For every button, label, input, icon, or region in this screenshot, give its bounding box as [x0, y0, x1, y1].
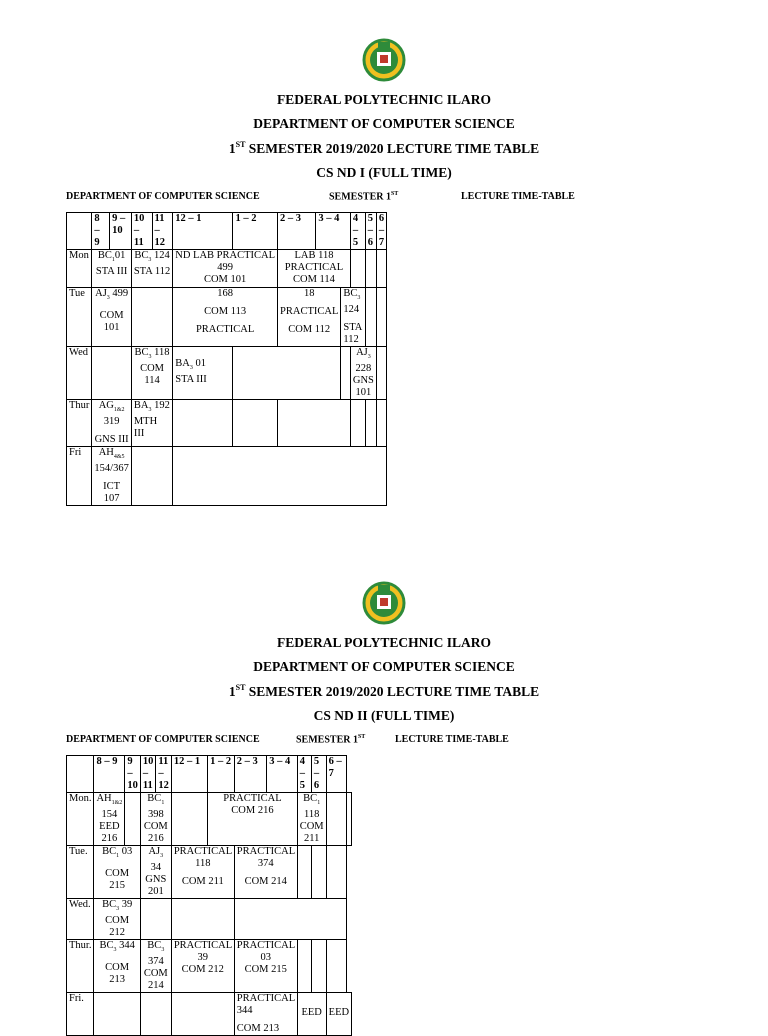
- empty-cell: [131, 288, 172, 347]
- empty-cell: [376, 347, 386, 400]
- time-header: 2 – 3: [234, 756, 266, 793]
- empty-cell: [350, 400, 365, 447]
- slot-cell: $BC_1$ 03 COM 215: [94, 846, 140, 899]
- polytechnic-crest-icon: [362, 581, 406, 625]
- time-header: 8 – 9: [92, 213, 110, 250]
- slot-cell: $AG_{1\&2}$ 319 GNS III: [92, 400, 131, 447]
- time-header: 3 – 4: [267, 756, 297, 793]
- slot-cell: PRACTICAL 39 COM 212: [171, 940, 234, 993]
- time-header: 1 – 2: [208, 756, 235, 793]
- slot-cell: $AJ_3$ 228 GNS 101: [350, 347, 376, 400]
- empty-cell: [171, 899, 234, 940]
- slot-cell: 168 COM 113 PRACTICAL: [173, 288, 278, 347]
- time-header: 12 – 1: [171, 756, 207, 793]
- empty-cell: [365, 400, 376, 447]
- time-header: 10 – 11: [131, 213, 152, 250]
- empty-cell: [94, 993, 140, 1036]
- class-title: CS ND II (FULL TIME): [313, 708, 455, 723]
- empty-cell: [297, 940, 311, 993]
- slot-cell: $BC_1$ 398 COM 216: [140, 793, 171, 846]
- empty-cell: [341, 347, 351, 400]
- empty-cell: [278, 400, 351, 447]
- institution-name: FEDERAL POLYTECHNIC ILARO: [276, 92, 492, 107]
- empty-cell: [92, 347, 131, 400]
- subhead-timetable: LECTURE TIME-TABLE: [461, 191, 575, 202]
- institution-name: FEDERAL POLYTECHNIC ILARO: [276, 635, 492, 650]
- empty-cell: [233, 347, 341, 400]
- slot-cell: $BC_3$ 124 STA 112: [341, 288, 365, 347]
- empty-cell: [125, 793, 141, 846]
- slot-cell: LAB 118 PRACTICAL COM 114: [278, 250, 351, 288]
- empty-cell: [311, 940, 326, 993]
- empty-cell: [297, 846, 311, 899]
- time-header: 4 – 5: [350, 213, 365, 250]
- polytechnic-crest-icon: [362, 38, 406, 82]
- slot-cell: PRACTICAL COM 216: [208, 793, 298, 846]
- empty-cell: [326, 940, 346, 993]
- day-label: Fri: [67, 447, 92, 506]
- subhead-semester: SEMESTER 1ST: [296, 734, 366, 746]
- time-header: 12 – 1: [173, 213, 233, 250]
- slot-cell: PRACTICAL 374 COM 214: [234, 846, 297, 899]
- day-label: Tue: [67, 288, 92, 347]
- time-header: 10 – 11: [140, 756, 156, 793]
- semester-title: 1ST SEMESTER 2019/2020 LECTURE TIME TABLE: [228, 139, 540, 156]
- slot-cell: $BC_3$ 124 STA 112: [131, 250, 172, 288]
- empty-cell: [171, 993, 234, 1036]
- empty-cell: [234, 899, 346, 940]
- time-header: 4 – 5: [297, 756, 311, 793]
- slot-cell: PRACTICAL 344 COM 213: [234, 993, 297, 1036]
- time-header: 2 – 3: [278, 213, 316, 250]
- empty-cell: [173, 447, 387, 506]
- empty-cell: [347, 793, 352, 846]
- slot-cell: EED: [297, 993, 326, 1036]
- slot-cell: $BC_3$ 374 COM 214: [140, 940, 171, 993]
- subhead-timetable: LECTURE TIME-TABLE: [395, 734, 509, 745]
- empty-cell: [376, 250, 386, 288]
- day-label: Thur.: [67, 940, 94, 993]
- slot-cell: $BA_3$ 192 MTH III: [131, 400, 172, 447]
- slot-cell: $BC_3$ 39 COM 212: [94, 899, 140, 940]
- empty-cell: [350, 250, 365, 288]
- time-header: 6 – 7: [376, 213, 386, 250]
- empty-cell: [140, 899, 171, 940]
- slot-cell: $BC_3$ 118 COM 114: [131, 347, 172, 400]
- slot-cell: ND LAB PRACTICAL 499 COM 101: [173, 250, 278, 288]
- time-header: 11 – 12: [152, 213, 173, 250]
- empty-cell: [365, 250, 376, 288]
- department-title: DEPARTMENT OF COMPUTER SCIENCE: [253, 116, 515, 131]
- slot-cell: 18 PRACTICAL COM 112: [278, 288, 341, 347]
- empty-cell: [376, 288, 386, 347]
- day-label: Mon: [67, 250, 92, 288]
- day-label: Wed: [67, 347, 92, 400]
- slot-cell: PRACTICAL 118 COM 211: [171, 846, 234, 899]
- empty-cell: [326, 793, 346, 846]
- slot-cell: EED: [326, 993, 351, 1036]
- day-label: Tue.: [67, 846, 94, 899]
- slot-cell: $BA_3$ 01 STA III: [173, 347, 233, 400]
- empty-cell: [311, 846, 326, 899]
- slot-cell: $AJ_3$ 34 GNS 201: [140, 846, 171, 899]
- time-header: 5 – 6: [311, 756, 326, 793]
- subhead-department: DEPARTMENT OF COMPUTER SCIENCE: [66, 191, 260, 202]
- time-header: 9 – 10: [110, 213, 132, 250]
- corner-cell: [67, 213, 92, 250]
- empty-cell: [326, 846, 346, 899]
- time-header: 9 – 10: [125, 756, 141, 793]
- day-label: Mon.: [67, 793, 94, 846]
- time-header: 6 – 7: [326, 756, 346, 793]
- slot-cell: $AH_{1\&2}$ 154 EED 216: [94, 793, 125, 846]
- slot-cell: PRACTICAL 03 COM 215: [234, 940, 297, 993]
- time-header: 11 – 12: [156, 756, 172, 793]
- slot-cell: $BC_3$ 344 COM 213: [94, 940, 140, 993]
- empty-cell: [173, 400, 233, 447]
- department-title: DEPARTMENT OF COMPUTER SCIENCE: [253, 659, 515, 674]
- time-header: 5 – 6: [365, 213, 376, 250]
- empty-cell: [171, 793, 207, 846]
- subhead-department: DEPARTMENT OF COMPUTER SCIENCE: [66, 734, 260, 745]
- day-label: Wed.: [67, 899, 94, 940]
- time-header: 3 – 4: [316, 213, 351, 250]
- slot-cell: $AJ_3$ 499 COM 101: [92, 288, 131, 347]
- day-label: Fri.: [67, 993, 94, 1036]
- empty-cell: [365, 288, 376, 347]
- day-label: Thur: [67, 400, 92, 447]
- class-title: CS ND I (FULL TIME): [316, 165, 452, 180]
- empty-cell: [376, 400, 386, 447]
- corner-cell: [67, 756, 94, 793]
- slot-cell: $BC_101$ STA III: [92, 250, 131, 288]
- empty-cell: [140, 993, 171, 1036]
- empty-cell: [131, 447, 172, 506]
- semester-title: 1ST SEMESTER 2019/2020 LECTURE TIME TABLE: [228, 682, 540, 699]
- subhead-semester: SEMESTER 1ST: [329, 191, 399, 203]
- slot-cell: $BC_1$ 118 COM 211: [297, 793, 326, 846]
- empty-cell: [233, 400, 278, 447]
- time-header: 1 – 2: [233, 213, 278, 250]
- time-header: 8 – 9: [94, 756, 125, 793]
- slot-cell: $AH_{4\&5}$ 154/367 ICT 107: [92, 447, 131, 506]
